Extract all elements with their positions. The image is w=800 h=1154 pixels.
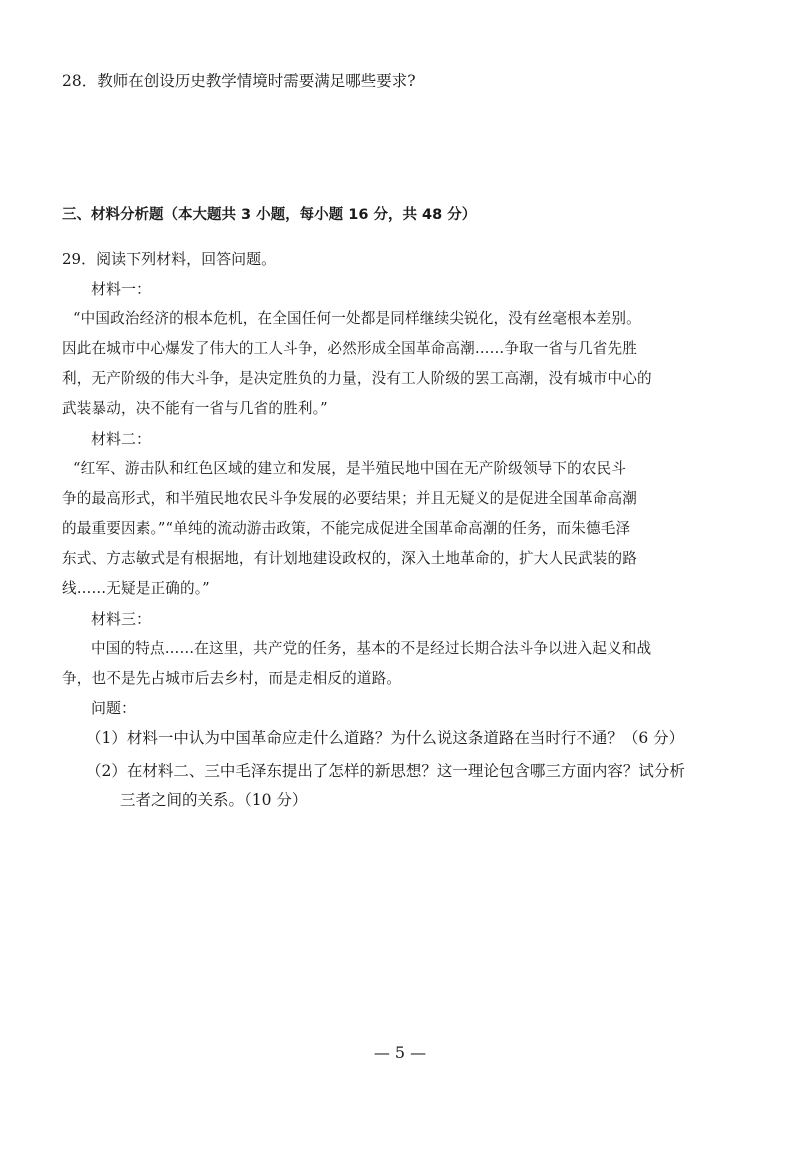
question-28: 28．教师在创设历史教学情境时需要满足哪些要求? (62, 72, 416, 90)
material-3-label: 材料三： (91, 610, 152, 628)
material-1-line: 利，无产阶级的伟大斗争，是决定胜负的力量，没有工人阶级的罢工高潮，没有城市中心的 (62, 370, 652, 387)
material-2-line: 线……无疑是正确的。” (62, 580, 210, 597)
sub-question-2-line-1: （2）在材料二、三中毛泽东提出了怎样的新思想？这一理论包含哪三方面内容？试分析 (86, 762, 685, 780)
material-2-line: 东式、方志敏式是有根据地，有计划地建设政权的，深入土地革命的，扩大人民武装的路 (62, 550, 638, 567)
material-2-label: 材料二： (91, 430, 152, 448)
material-1-line: “中国政治经济的根本危机，在全国任何一处都是同样继续尖锐化，没有丝毫根本差别。 (73, 310, 641, 327)
sub-question-2-line-2: 三者之间的关系。（10 分） (120, 791, 308, 809)
questions-label: 问题： (91, 699, 137, 717)
sub-question-1: （1）材料一中认为中国革命应走什么道路？为什么说这条道路在当时行不通？（6 分） (86, 729, 685, 747)
material-2-line: 争的最高形式，和半殖民地农民斗争发展的必要结果；并且无疑义的是促进全国革命高潮 (62, 490, 638, 507)
material-1-line: 武装暴动，决不能有一省与几省的胜利。” (62, 400, 328, 417)
question-29-title: 29．阅读下列材料，回答问题。 (62, 250, 277, 268)
material-2-line: “红军、游击队和红色区域的建立和发展，是半殖民地中国在无产阶级领导下的农民斗 (73, 460, 627, 477)
material-1-line: 因此在城市中心爆发了伟大的工人斗争，必然形成全国革命高潮……争取一省与几省先胜 (62, 340, 638, 357)
material-3-line: 争，也不是先占城市后去乡村，而是走相反的道路。 (62, 670, 402, 687)
material-3-line: 中国的特点……在这里，共产党的任务，基本的不是经过长期合法斗争以进入起义和战 (91, 640, 652, 657)
section-3-heading: 三、材料分析题（本大题共 3 小题，每小题 16 分，共 48 分） (62, 207, 477, 223)
page-number: — 5 — (373, 1043, 427, 1062)
material-1-label: 材料一： (91, 280, 152, 298)
material-2-line: 的最重要因素。”“单纯的流动游击政策，不能完成促进全国革命高潮的任务，而朱德毛泽 (62, 520, 631, 537)
